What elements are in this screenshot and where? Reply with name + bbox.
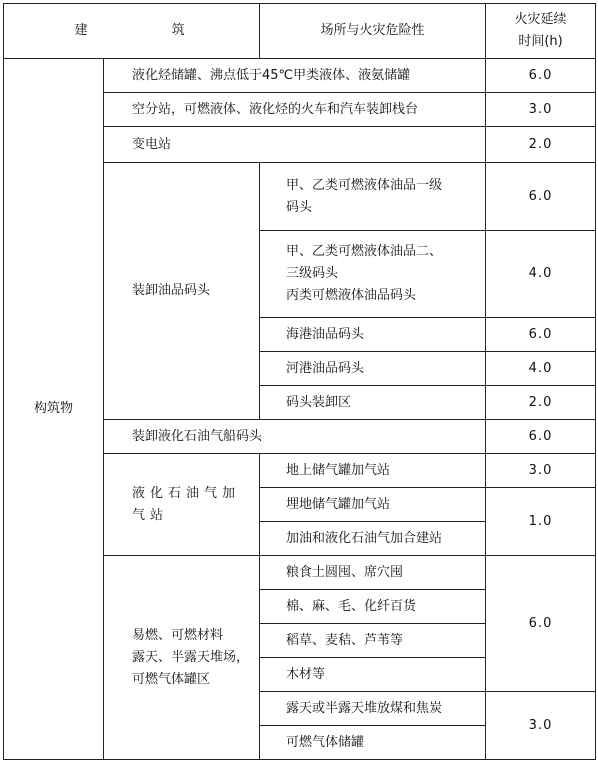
sub-item-line: 丙类可燃液体油品码头 bbox=[286, 288, 417, 303]
sub-item-line: 码头 bbox=[286, 199, 313, 215]
sub-item-line: 三级码头 bbox=[286, 266, 339, 281]
group-label-line: 液化石油气加 bbox=[132, 485, 241, 501]
sub-item-line: 甲、乙类可燃液体油品一级 bbox=[286, 177, 443, 193]
fire-duration-table bbox=[3, 3, 596, 760]
group-label-line: 易燃、可燃材料 bbox=[132, 627, 224, 643]
group-label-lpg-station bbox=[104, 454, 260, 556]
row-value: 3.0 bbox=[486, 93, 596, 127]
sub-item: 可燃气体储罐 bbox=[260, 726, 486, 760]
row-value: 6.0 bbox=[486, 59, 596, 93]
sub-item: 加油和液化石油气加合建站 bbox=[260, 522, 486, 556]
sub-item: 棉、麻、毛、化纤百货 bbox=[260, 590, 486, 624]
sub-item-line: 甲、乙类可燃液体油品二、 bbox=[286, 244, 443, 259]
header-duration-line2: 时间(h) bbox=[518, 34, 563, 49]
header-duration-line1: 火灾延续 bbox=[514, 12, 567, 27]
group-label-line: 可燃气体罐区 bbox=[132, 671, 211, 687]
sub-item: 地上储气罐加气站 bbox=[260, 454, 486, 488]
row-name: 变电站 bbox=[104, 127, 486, 163]
sub-item bbox=[260, 231, 486, 318]
row-value: 4.0 bbox=[486, 231, 596, 318]
table-row bbox=[4, 59, 596, 93]
row-value: 3.0 bbox=[486, 692, 596, 760]
sub-item: 海港油品码头 bbox=[260, 318, 486, 352]
row-value: 6.0 bbox=[486, 556, 596, 692]
row-value: 2.0 bbox=[486, 386, 596, 420]
header-building: 建 筑 bbox=[4, 4, 260, 59]
sub-item bbox=[260, 163, 486, 231]
sub-item: 码头装卸区 bbox=[260, 386, 486, 420]
sub-item: 埋地储气罐加气站 bbox=[260, 488, 486, 522]
group-label-line: 气站 bbox=[132, 507, 169, 523]
row-value: 1.0 bbox=[486, 488, 596, 556]
header-place: 场所与火灾危险性 bbox=[260, 4, 486, 59]
group-label-wharf: 装卸油品码头 bbox=[104, 163, 260, 420]
row-value: 6.0 bbox=[486, 420, 596, 454]
group-label-line: 露天、半露天堆场， bbox=[132, 649, 250, 665]
category-cell: 构筑物 bbox=[4, 59, 104, 760]
row-value: 6.0 bbox=[486, 163, 596, 231]
sub-item: 粮食土圆囤、席穴囤 bbox=[260, 556, 486, 590]
sub-item: 稻草、麦秸、芦苇等 bbox=[260, 624, 486, 658]
group-label-yard bbox=[104, 556, 260, 760]
sub-item: 露天或半露天堆放煤和焦炭 bbox=[260, 692, 486, 726]
row-name: 液化烃储罐、沸点低于45℃甲类液体、液氨储罐 bbox=[104, 59, 486, 93]
sub-item: 木材等 bbox=[260, 658, 486, 692]
row-value: 4.0 bbox=[486, 352, 596, 386]
sub-item: 河港油品码头 bbox=[260, 352, 486, 386]
row-value: 2.0 bbox=[486, 127, 596, 163]
header-duration bbox=[486, 4, 596, 59]
row-value: 6.0 bbox=[486, 318, 596, 352]
row-value: 3.0 bbox=[486, 454, 596, 488]
row-name: 装卸液化石油气船码头 bbox=[104, 420, 486, 454]
row-name: 空分站，可燃液体、液化烃的火车和汽车装卸栈台 bbox=[104, 93, 486, 127]
table-header-row bbox=[4, 4, 596, 59]
